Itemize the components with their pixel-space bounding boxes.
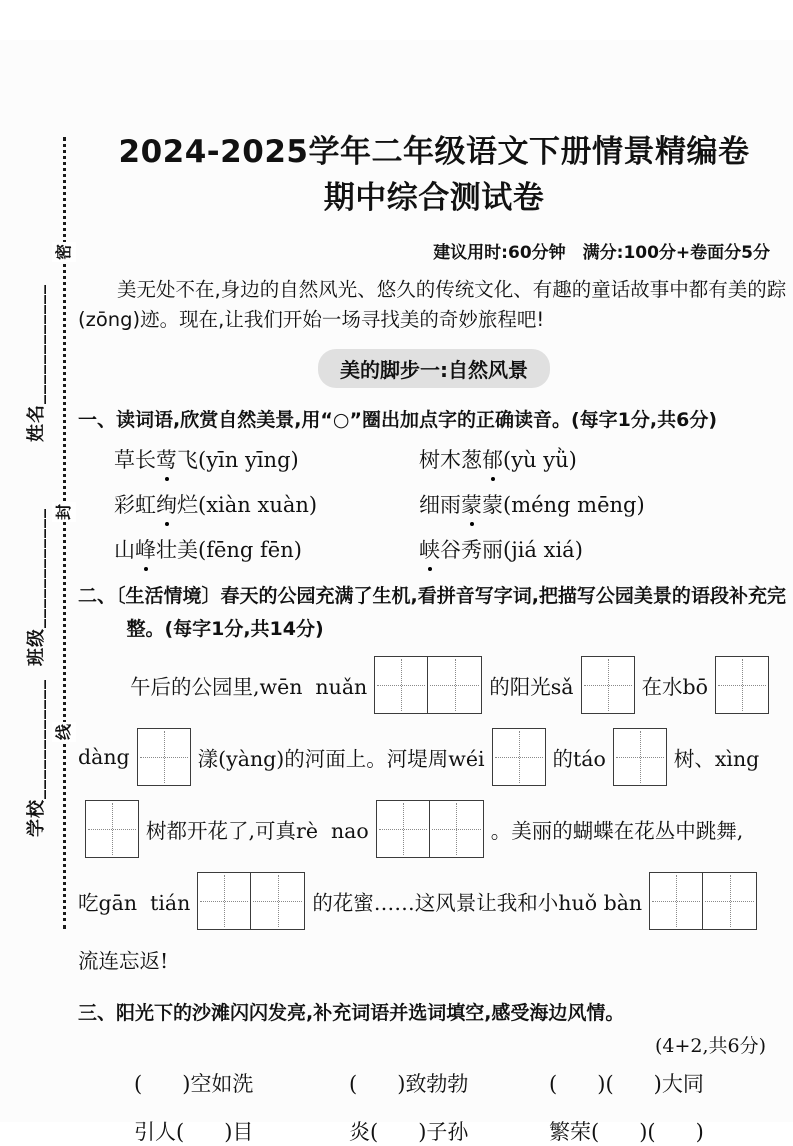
passage-line: [78, 649, 790, 721]
dotted-character: 郁: [482, 444, 503, 474]
q3-word-completion-item: 引人( )目: [134, 1120, 254, 1145]
passage-line: [78, 937, 790, 981]
passage-line: [78, 721, 790, 793]
school-field-label: 学校____________: [26, 679, 47, 837]
q1-word-item: [114, 489, 419, 519]
passage-line: [78, 865, 790, 937]
question2-fill-in-passage: [78, 649, 790, 981]
dotted-character: 莺: [156, 444, 177, 474]
question3-score-note: (4+2,共6分): [654, 1035, 766, 1058]
writing-grid-cell: [581, 656, 635, 714]
seal-character: 线: [52, 722, 76, 742]
class-field-label: 班级____________: [26, 508, 47, 666]
writing-grid-cell: [85, 800, 139, 858]
seal-character: 封: [52, 502, 76, 522]
writing-grid-cell: [137, 728, 191, 786]
word-text: (xiàn xuàn): [198, 493, 318, 518]
question3-word-completion-list: [134, 1068, 790, 1146]
passage-text: 漾(yàng)的河面上。河堤周wéi: [197, 747, 485, 772]
passage-text: 的阳光sǎ: [489, 675, 574, 700]
student-name-field-label: 姓名____________: [26, 284, 47, 442]
word-text: (yīn yīng): [198, 448, 299, 473]
word-text: 山: [114, 538, 135, 563]
writing-grid-cell: [649, 872, 703, 930]
word-text: (jiá xiá): [503, 538, 583, 563]
paper-title-line1: 2024-2025学年二年级语文下册情景精编卷: [118, 134, 750, 170]
q3-word-completion-item: ( )致勃勃: [349, 1072, 469, 1097]
writing-grid-cell: [428, 656, 482, 714]
paper-content: [78, 0, 790, 1146]
q3-word-completion-item: ( )空如洗: [134, 1072, 254, 1097]
passage-text: 午后的公园里,wēn nuǎn: [130, 675, 368, 700]
question2-heading: 二、〔生活情境〕春天的公园充满了生机,看拼音写字词,把描写公园美景的语段补充完整。(每字1分,共14分): [78, 585, 786, 640]
seal-character: 密: [52, 242, 76, 262]
word-text: 细雨: [419, 493, 461, 518]
q1-word-item: [419, 444, 790, 474]
writing-grid-box: [137, 728, 191, 786]
word-text: 烂: [177, 493, 198, 518]
passage-text: 的táo: [552, 747, 606, 772]
writing-grid-box: [492, 728, 546, 786]
intro-paragraph: 美无处不在,身边的自然风光、悠久的传统文化、有趣的童话故事中都有美的踪(zōng)迹。现在,让我们开始一场寻找美的奇妙旅程吧!: [78, 277, 787, 331]
word-text: 蒙: [482, 493, 503, 518]
word-text: 草长: [114, 448, 156, 473]
q1-word-item: [114, 534, 419, 564]
q1-word-item: [419, 489, 790, 519]
question1-word-list: [114, 444, 790, 564]
passage-text: 树、xìng: [673, 747, 760, 772]
writing-grid-cell: [374, 656, 428, 714]
q3-word-completion-item: 繁荣( )( ): [549, 1120, 704, 1145]
writing-grid-cell: [492, 728, 546, 786]
question3-heading: 三、阳光下的沙滩闪闪发亮,补充词语并选词填空,感受海边风情。: [78, 1002, 625, 1025]
writing-grid-cell: [251, 872, 305, 930]
writing-grid-cell: [613, 728, 667, 786]
writing-grid-box: [715, 656, 769, 714]
word-text: (fēng fēn): [198, 538, 302, 563]
passage-text: 的花蜜……这风景让我和小huǒ bàn: [312, 891, 643, 916]
passage-text: 树都开花了,可真rè nao: [146, 819, 369, 844]
passage-text: 。美丽的蝴蝶在花丛中跳舞,: [490, 819, 744, 844]
writing-grid-box: [85, 800, 139, 858]
passage-text: dàng: [78, 745, 130, 770]
passage-text: 吃gān tián: [78, 891, 191, 916]
writing-grid-box: [197, 872, 305, 930]
time-and-score-note: 建议用时:60分钟 满分:100分+卷面分5分: [433, 242, 770, 263]
paper-title-line2: 期中综合测试卷: [323, 179, 545, 216]
word-text: 谷秀丽: [440, 538, 503, 563]
dotted-character: 绚: [156, 489, 177, 519]
dotted-character: 峡: [419, 534, 440, 564]
writing-grid-box: [374, 656, 482, 714]
word-text: 彩虹: [114, 493, 156, 518]
passage-text: 流连忘返!: [78, 949, 169, 974]
section-badge: 美的脚步一:自然风景: [318, 349, 550, 388]
word-text: (yù yǜ): [503, 448, 577, 473]
word-text: 壮美: [156, 538, 198, 563]
q1-word-item: [419, 534, 790, 564]
passage-text: 在水bō: [641, 675, 708, 700]
word-text: (méng mēng): [503, 493, 645, 518]
word-text: 飞: [177, 448, 198, 473]
writing-grid-box: [649, 872, 757, 930]
writing-grid-box: [581, 656, 635, 714]
section-badge-row: [78, 349, 790, 388]
writing-grid-box: [613, 728, 667, 786]
dotted-character: 蒙: [461, 489, 482, 519]
passage-line: [78, 793, 790, 865]
writing-grid-cell: [376, 800, 430, 858]
writing-grid-cell: [715, 656, 769, 714]
writing-grid-cell: [430, 800, 484, 858]
q3-word-completion-item: 炎( )子孙: [349, 1120, 469, 1145]
writing-grid-cell: [197, 872, 251, 930]
q3-word-completion-item: ( )( )大同: [549, 1072, 704, 1097]
dotted-character: 峰: [135, 534, 156, 564]
writing-grid-box: [376, 800, 484, 858]
word-text: 树木葱: [419, 448, 482, 473]
question1-heading: 一、读词语,欣赏自然美景,用“○”圈出加点字的正确读音。(每字1分,共6分): [78, 409, 718, 432]
writing-grid-cell: [703, 872, 757, 930]
q1-word-item: [114, 444, 419, 474]
